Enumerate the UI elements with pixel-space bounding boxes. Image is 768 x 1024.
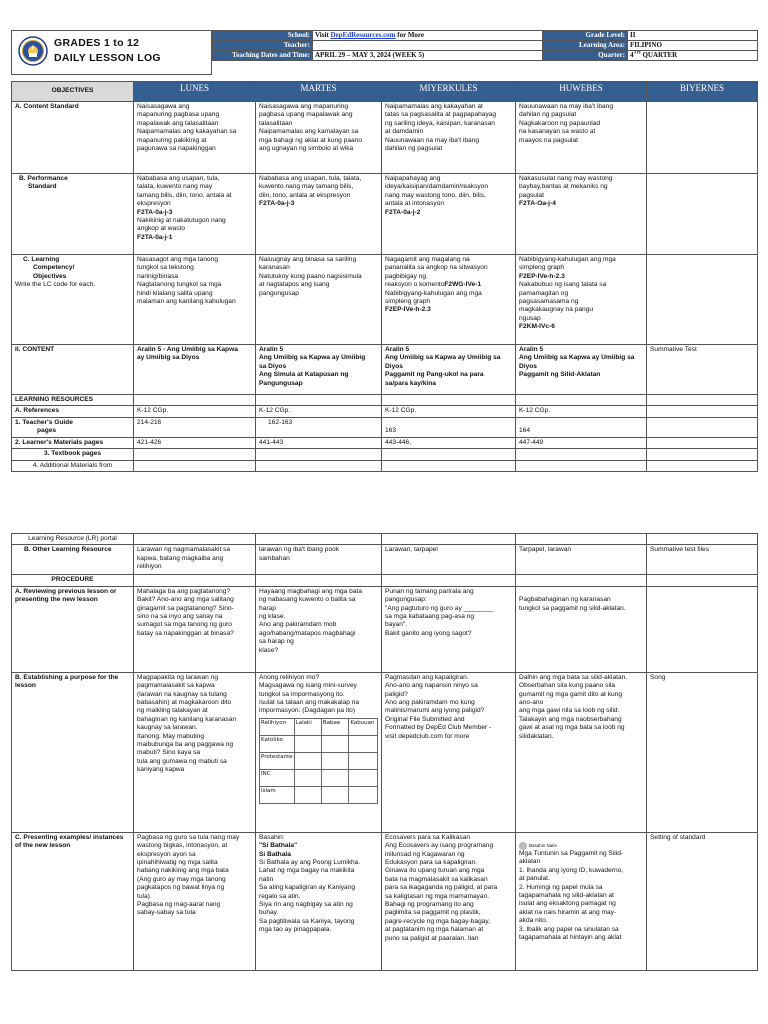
lesson-log-table-part2 (11, 533, 758, 971)
col-header-huwebes: HUWEBES (516, 82, 647, 102)
reviewing-lunes: Mahalaga ba ang pagtatanong? Bakit? Ano-ano ang mga salitang ginagamit sa pagtatanong? Sino- sino na sa inyo ang sanay na sumagot sa mga tanong ng guro batay sa napakinggan at binasa? (134, 586, 256, 672)
teachers-guide-martes: 162-163 (256, 417, 382, 437)
other-resources-miyerkules: Larawan, tarpapel (382, 545, 516, 575)
performance-lunes-code1: F2TA-0a-j-3 (137, 208, 173, 216)
textbook-label: 3. Textbook pages (12, 449, 134, 460)
performance-huwebes-text: Nakasusulat nang may wastong baybay,bantas at mekaniks ng pagsulat (519, 175, 613, 199)
grade-label: Grade Level: (543, 31, 628, 41)
quarter-number: 4 (630, 51, 634, 59)
presenting-lunes: Pagbasa ng guro sa tula nang may wastong bigkas, intonasyon, at ekspresyon ayon sa ipinahihiwatig ng mga salita habang nakikinig ang mga bata (Ang guro ay may mga tanong pagkatapos ng bawat linya ng tula). Pagbasa ng mag-aaral nang sabay-sabay sa tula (134, 832, 256, 970)
school-value (313, 31, 543, 41)
teachers-guide-label (12, 417, 134, 437)
purpose-martes (256, 672, 382, 832)
grade-value: II (628, 31, 758, 41)
survey-header-total: Kabuuan (349, 718, 378, 735)
learners-materials-lunes: 421-426 (134, 437, 256, 448)
teachers-guide-label-line1: 1. Teacher's Guide (15, 418, 73, 426)
performance-lunes-text2: Nakikinig at nakatutugon nang angkop at wasto (137, 217, 226, 233)
school-link[interactable]: DepEdResources.com (330, 31, 396, 39)
performance-miyerkules-code: F2TA-0a-j-2 (385, 208, 421, 216)
competency-label-line4: Write the LC code for each. (15, 281, 96, 289)
presenting-label: C. Presenting examples/ instances of the new lesson (12, 832, 134, 970)
lesson-log-table-part1 (11, 81, 758, 472)
school-visit-text: Visit (315, 31, 329, 39)
competency-label (12, 255, 134, 345)
row-learners-materials (12, 437, 758, 448)
content-standard-huwebes: Nauunawaan na may iba't ibang dahilan ng pagsulat Nagkakaroon ng papaunlad na kasanayan sa wasto at maayos na pagsulat (516, 102, 647, 174)
purpose-lunes: Magpapakita ng larawan ng pagmamalasakit sa kapwa (larawan na kaugnay sa tulang babasahin) at magkakaroon dito ng maikling talakayan at bahaginan ng kanilang karanasan kaugnay sa larawan. Itanong: May mabuting maibubunga ba ang paggawa ng mabuti? Sino kaya sa tula ang gumawa ng mabuti sa kaniyang kapwa (134, 672, 256, 832)
learners-materials-huwebes: 447-449 (516, 437, 647, 448)
teacher-value (313, 41, 543, 51)
other-resources-biyernes: Summative test files (647, 545, 758, 575)
references-martes: K-12 CGp. (256, 406, 382, 417)
teachers-guide-huwebes: 164 (516, 417, 647, 437)
references-huwebes: K-12 CGp. (516, 406, 647, 417)
row-procedure (12, 575, 758, 586)
presenting-martes (256, 832, 382, 970)
performance-standard-lunes (134, 174, 256, 255)
deped-seal-icon (18, 36, 48, 71)
teachers-guide-biyernes (647, 417, 758, 437)
area-label: Learning Area: (543, 41, 628, 51)
performance-standard-miyerkules (382, 174, 516, 255)
content-standard-martes: Naisasagawa ang mapanuring pagbasa upang mapalawak ang talasalitaan Naipamamalas ang kamalayan sa mga bahagi ng aklat at kung paano ang ugnayan ng simbolo at wika (256, 102, 382, 174)
survey-row (260, 769, 378, 786)
performance-huwebes-code: F2TA-Oa-j-4 (519, 200, 556, 208)
learners-materials-biyernes (647, 437, 758, 448)
reviewing-label: A. Reviewing previous lesson or presenting the new lesson (12, 586, 134, 672)
references-lunes: K-12 CGp. (134, 406, 256, 417)
procedure-label: PROCEDURE (12, 575, 134, 586)
competency-huwebes (516, 255, 647, 345)
row-additional-materials (12, 460, 758, 471)
performance-lunes-code2: F2TA-0a-j-1 (137, 233, 173, 241)
purpose-martes-text: Anong relihiyon mo? Magsagawa ng isang mini-survey tungkol sa impormasyong ito. Isulat sa talaan ang makakalap na impormasyon. (Dagdagan pa ito) (259, 673, 360, 715)
poem-body: Si Bathala ay ang Poong Lumikha. Lahat ng mga bagay na makikita natin Sa ating kapaligiran ay Kaniyang regalo sa atin. Siya rin ang nagbigay sa atin ng buhay. Sa pagtitiwala sa Kaniya, tayong mga tao ay pinagpapala. (259, 859, 361, 934)
other-resources-label: B. Other Learning Resource (12, 545, 134, 575)
competency-miyerkules-code2: F2EP-IVe-h-2.3 (385, 306, 431, 314)
references-miyerkules: K-12 CGp. (382, 406, 516, 417)
reader-avatar-icon (519, 842, 527, 850)
content-standard-label: A. Content Standard (12, 102, 134, 174)
col-header-miyerkules: MIYERKULES (382, 82, 516, 102)
survey-row-label: Protestante (260, 752, 295, 769)
competency-lunes: Nasasagot ang mga tanong tungkol sa tekstong narinig/binasa Nagtatanong tungkol sa mga hindi kilalang salita upang malaman ang kanilang kahulugan (134, 255, 256, 345)
presenting-biyernes: Setting of standard (647, 832, 758, 970)
lr-portal-label: Learning Resource (LR) portal (12, 534, 134, 545)
quarter-suffix: TH (633, 50, 641, 56)
competency-label-line3: Objectives (33, 272, 67, 280)
competency-huwebes-text2: Nakabubuo ng isang talata sa pamamagitan ng pagsasamasama ng magkakaugnay na pangu ngusap (519, 281, 607, 322)
presenting-huwebes (516, 832, 647, 970)
other-resources-lunes: Larawan ng nagmamalasakit sa kapwa, batang magkaiba ang relihiyon (134, 545, 256, 575)
purpose-miyerkules: Pagmasdan ang kapaligiran. Ano-ano ang napansin ninyo sa paligid? Ano ang pakiramdam mo kung malinis/marumi ang iyong paligid? Original File Submitted and Formatted by DepEd Club Member - visit depedclub.com for more (382, 672, 516, 832)
row-other-resources (12, 545, 758, 575)
competency-miyerkules-text2: Nabibigyang-kahulugan ang mga simpleng graph (385, 289, 482, 306)
competency-biyernes (647, 255, 758, 345)
competency-huwebes-code1: F2EP-IVe-h-2.3 (519, 272, 565, 280)
performance-lunes-text: Nababasa ang usapan, tula, talata, kuwento nang may tamang bilis, diin, tono, antala at ekspresyon (137, 175, 232, 208)
survey-header-male: Lalaki (294, 718, 321, 735)
row-content-standard (12, 102, 758, 174)
reviewing-martes: Hayaang magbahagi ang mga bata ng nabasang kuwento o balita sa harap ng klase. Ano ang pakiramdam mob ago/habang/matapos magbahagi sa harap ng klase? (256, 586, 382, 672)
teachers-guide-lunes: 214-216 (134, 417, 256, 437)
survey-header-female: Babae (321, 718, 348, 735)
survey-header-row (260, 718, 378, 735)
row-textbook (12, 449, 758, 460)
survey-header-religion: Relihiyon (260, 718, 295, 735)
content-label: II. CONTENT (12, 345, 134, 395)
area-value: FILIPINO (628, 41, 758, 51)
survey-row-label: INC (260, 769, 295, 786)
survey-row (260, 752, 378, 769)
row-presenting (12, 832, 758, 970)
poem-title-quoted: "Si Bathala" (259, 842, 298, 850)
school-suffix: for More (397, 31, 425, 39)
read-avatar-line (519, 842, 643, 850)
presenting-miyerkules: Ecosavers para sa Kalikasan Ang Ecosavers ay isang programang inilunsad ng Kagawaran ng Edukasyon para sa kapaligiran. Ginawa ito upang turuan ang mga bata na magmalasakit sa kalikasan para sa ikagaganda ng paligid, at para sa kaligtasan ng mga mamamayan. Bahagi ng programang ito ang paglimita sa paggamit ng plastik, pagre-recycle ng mga bagay-bagay, at pagtatanim ng mga halaman at puno sa paligid at paaralan. Ilan (382, 832, 516, 970)
competency-miyerkules-text: Nagagamit ang magalang na pananalita sa angkop na sitwasyon pagbibigay ng reaksyon o komento (385, 256, 488, 289)
content-martes: Aralin 5 Ang Umiibig sa Kapwa ay Umiibig sa Diyos Ang Simula at Katapusan ng Pangungusap (256, 345, 382, 395)
survey-row-label: Islam (260, 786, 295, 803)
row-reviewing (12, 586, 758, 672)
content-standard-lunes: Naisasagawa ang mapanuring pagbasa upang mapalawak ang talasalitaan Naipamamalas ang kakayahan sa mapanuring pakikinig at pagunawa sa napakinggan (134, 102, 256, 174)
quarter-word: QUARTER (642, 51, 678, 59)
other-resources-martes: larawan ng iba't ibang pook sambahan (256, 545, 382, 575)
survey-row (260, 786, 378, 803)
presenting-huwebes-text: Mga Tuntunin sa Paggamit ng Silid- aklatan 1. Ihanda ang iyong ID, kuwaderno, at panulat. 2. Humingi ng papel mula sa tagapamahala ng silid-aklatan at isulat ang eksaktong pamagat ng aklat na nais hiramin at ang may- akda nito. 3. Ibalik ang papel na sinulatan sa tagapamahala at hintayin ang aklat (519, 850, 624, 942)
competency-huwebes-text: Nabibigyang-kahulugan ang mga simpleng graph (519, 256, 616, 272)
dates-value: APRIL 29 – MAY 3, 2024 (WEEK 5) (313, 51, 543, 61)
log-type-title: DAILY LESSON LOG (54, 52, 161, 64)
survey-row-label: Katoliko (260, 735, 295, 752)
performance-standard-huwebes (516, 174, 647, 255)
row-content (12, 345, 758, 395)
competency-huwebes-code2: F2KM-IVc-6 (519, 323, 555, 331)
performance-label-line2: Standard (28, 183, 57, 191)
content-standard-miyerkules: Naipamamalas ang kakayahan at tatas sa pagsasalita at pagpapahayag ng sariling ideya, kaisipan, karanasan at damdamin Nauunawaan na may iba't ibang dahilan ng pagsulat (382, 102, 516, 174)
row-learning-competency (12, 255, 758, 345)
performance-standard-martes (256, 174, 382, 255)
row-purpose (12, 672, 758, 832)
teachers-guide-label-line2: pages (37, 427, 57, 435)
performance-standard-label (12, 174, 134, 255)
header-info-table (212, 30, 758, 61)
competency-miyerkules-code1: F2WG-IVe-1 (444, 281, 482, 289)
row-performance-standard (12, 174, 758, 255)
competency-martes: Naiuugnay ang binasa sa sariling karanasan Natutukoy kung paano nagsisimula at nagtatapos ang isang pangungusap (256, 255, 382, 345)
performance-miyerkules-text: Naipapahayag ang ideya/kaisipan/damdamin/reaksyon nang may wastong tono, diin, bilis, antala at intonasyon (385, 175, 488, 208)
performance-martes-code: F2TA-0a-j-3 (259, 200, 295, 208)
learners-materials-martes: 441-443 (256, 437, 382, 448)
competency-miyerkules (382, 255, 516, 345)
row-teachers-guide (12, 417, 758, 437)
performance-martes-text: Nababasa ang usapan, tula, talata, kuwento nang may tamang bilis, diin, tono, antala at ekspresyon (259, 175, 362, 199)
performance-standard-biyernes (647, 174, 758, 255)
additional-materials-label: 4. Additional Materials from (12, 460, 134, 471)
reviewing-huwebes: Pagbabahaginan ng karanasan tungkol sa paggamit ng silid-aklatan. (516, 586, 647, 672)
learners-materials-label: 2. Learner's Materials pages (12, 437, 134, 448)
other-resources-huwebes: Tarpapel, larawan (516, 545, 647, 575)
competency-label-line2: Competency/ (33, 264, 75, 272)
quarter-label: Quarter: (543, 51, 628, 61)
log-grade-title: GRADES 1 to 12 (54, 37, 140, 49)
reviewing-biyernes (647, 586, 758, 672)
competency-label-line1: C. Learning (23, 256, 60, 263)
learning-resources-label: LEARNING RESOURCES (12, 395, 134, 406)
row-references (12, 406, 758, 417)
dates-label: Teaching Dates and Time: (213, 51, 313, 61)
header-title-box (11, 30, 212, 75)
references-biyernes (647, 406, 758, 417)
reviewing-miyerkules: Punan ng tamang parirala ang pangungusap: "Ang pagtuturo ng guro ay ________ sa mga kabataang pag-asa ng bayan". Bakit ganito ang iyong sagot? (382, 586, 516, 672)
teachers-guide-miyerkules: 163 (382, 417, 516, 437)
col-header-biyernes: BIYERNES (647, 82, 758, 102)
row-lr-portal (12, 534, 758, 545)
survey-row (260, 735, 378, 752)
read-avatar-caption: Basahin Natin (529, 843, 558, 848)
content-standard-biyernes (647, 102, 758, 174)
presenting-martes-head: Basahin: (259, 833, 285, 841)
purpose-huwebes: Dalhin ang mga bata sa silid-aklatan. Obserbahan sila kung paano sila gumamit ng mga gamit dito at kung ano-ano ang mga gawi nila sa loob ng silid. Talakayin ang mga naobserbahang gawi at asal ng mga bata sa loob ng silidaklatan. (516, 672, 647, 832)
quarter-value (628, 51, 758, 61)
content-huwebes: Aralin 5 Ang Umiibig sa Kapwa ay Umiibig sa Diyos Paggamit ng Silid-Aklatan (516, 345, 647, 395)
col-header-martes: MARTES (256, 82, 382, 102)
religion-survey-table (259, 718, 378, 804)
school-label: School: (213, 31, 313, 41)
col-header-lunes: LUNES (134, 82, 256, 102)
col-header-objectives: OBJECTIVES (12, 82, 134, 102)
content-miyerkules: Aralin 5 Ang Umiibig sa Kapwa ay Umiibig sa Diyos Paggamit ng Pang-ukol na para sa/para kay/kina (382, 345, 516, 395)
content-biyernes: Summative Test (647, 345, 758, 395)
teacher-label: Teacher: (213, 41, 313, 51)
row-learning-resources (12, 395, 758, 406)
purpose-label: B. Establishing a purpose for the lesson (12, 672, 134, 832)
poem-title: Si Bathala (259, 850, 291, 858)
learners-materials-miyerkules: 443-446, (382, 437, 516, 448)
performance-label-line1: B. Performance (19, 175, 68, 182)
purpose-biyernes: Song (647, 672, 758, 832)
content-lunes: Aralin 5 - Ang Umiibig sa Kapwa ay Umiibig sa Diyos (134, 345, 256, 395)
references-label: A. References (12, 406, 134, 417)
